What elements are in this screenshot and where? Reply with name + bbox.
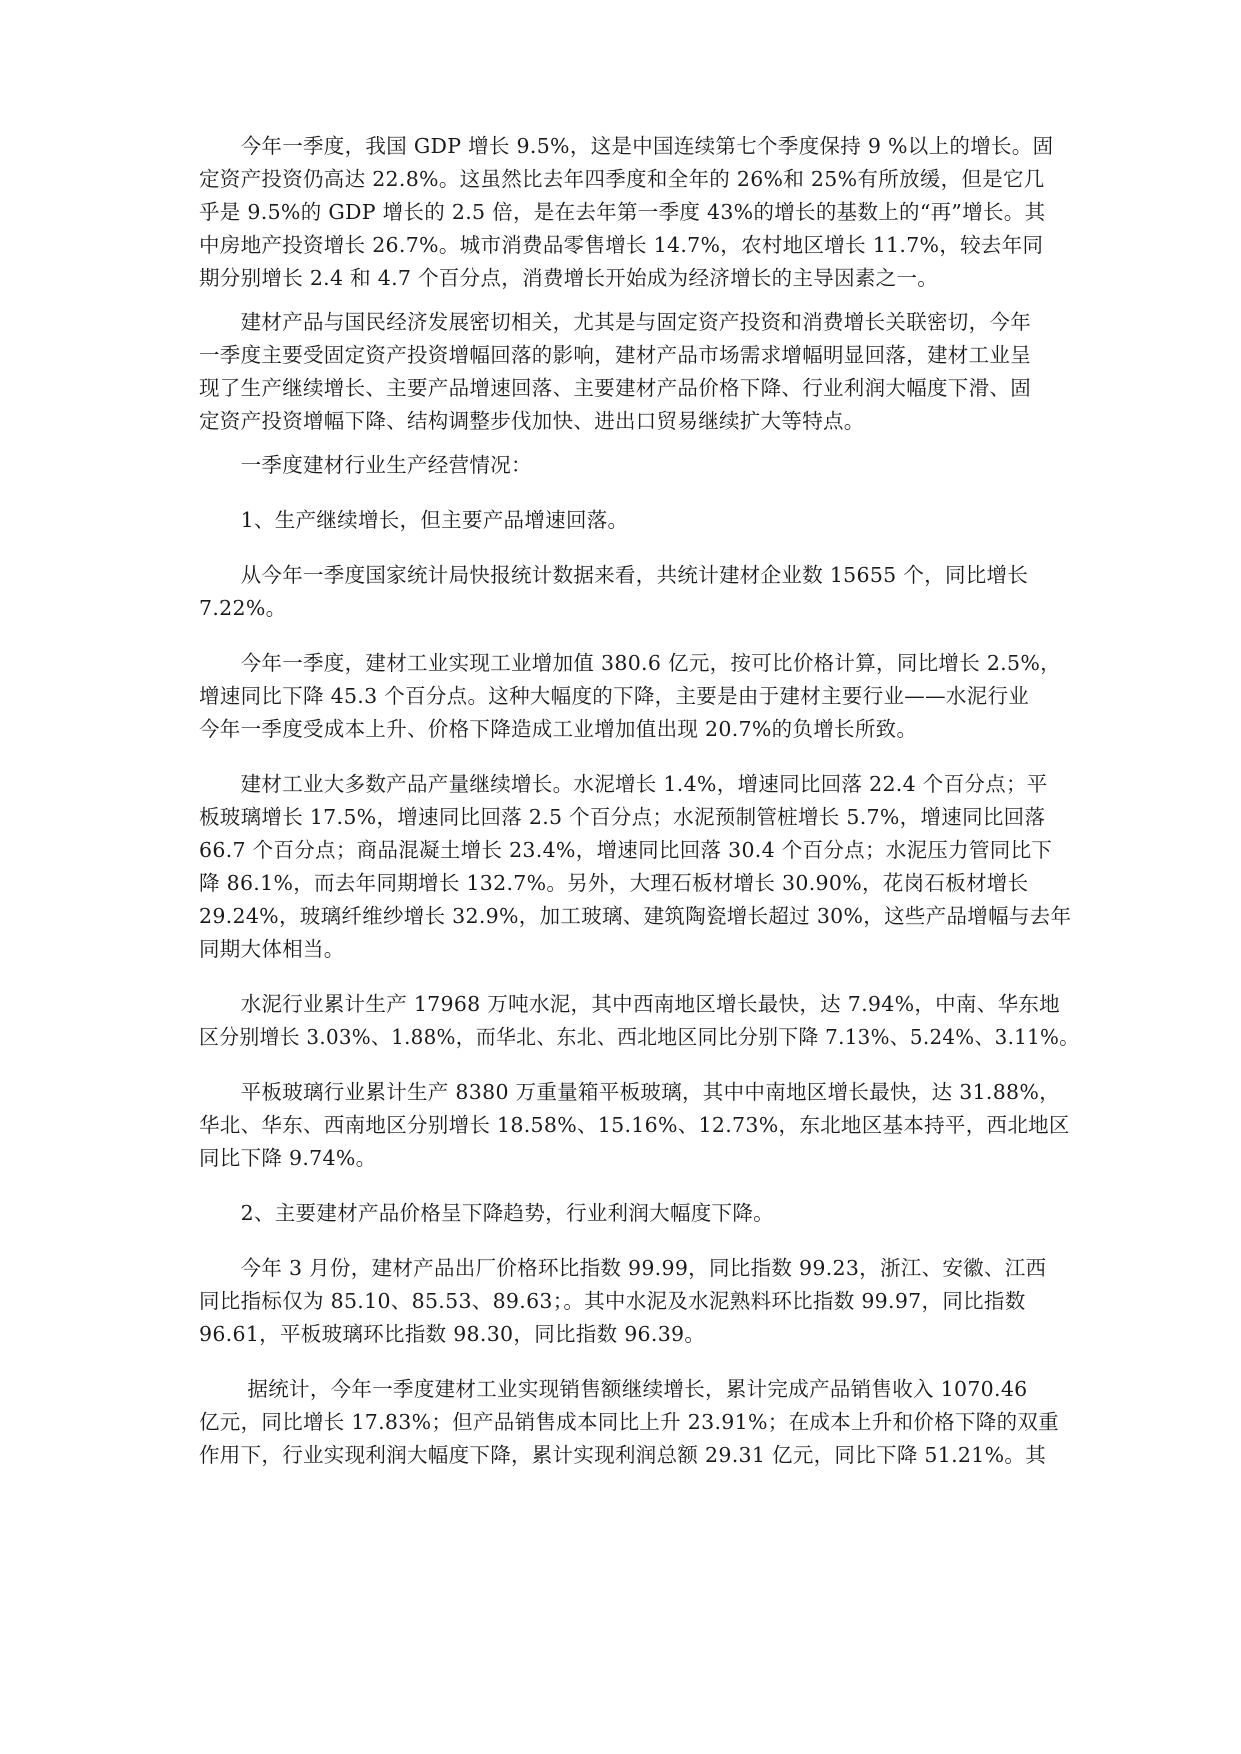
text-line: 建材产品与国民经济发展密切相关，尤其是与固定资产投资和消费增长关联密切，今年	[199, 310, 1031, 334]
text-line: 降 86.1%，而去年同期增长 132.7%。另外，大理石板材增长 30.90%，花岗石板材增长	[199, 871, 1029, 895]
text-line: 同期大体相当。	[199, 937, 345, 961]
text-line: 定资产投资仍高达 22.8%。这虽然比去年四季度和全年的 26%和 25%有所放缓，但是它几	[199, 167, 1045, 191]
text-line: 今年 3 月份，建材产品出厂价格环比指数 99.99，同比指数 99.23，浙江、安徽、江西	[199, 1256, 1047, 1280]
text-line: 期分别增长 2.4 和 4.7 个百分点，消费增长开始成为经济增长的主导因素之一。	[199, 266, 939, 290]
text-line: 今年一季度，建材工业实现工业增加值 380.6 亿元，按可比价格计算，同比增长 2.5%，	[199, 651, 1061, 675]
text-line: 从今年一季度国家统计局快报统计数据来看，共统计建材企业数 15655 个，同比增长	[199, 563, 1029, 587]
text-line: 2、主要建材产品价格呈下降趋势，行业利润大幅度下降。	[199, 1201, 774, 1225]
text-line: 中房地产投资增长 26.7%。城市消费品零售增长 14.7%，农村地区增长 11.7%，较去年同	[199, 233, 1044, 257]
text-line: 66.7 个百分点；商品混凝土增长 23.4%，增速同比回落 30.4 个百分点；水泥压力管同比下	[199, 838, 1053, 862]
text-line: 华北、华东、西南地区分别增长 18.58%、15.16%、12.73%，东北地区基本持平，西北地区	[199, 1113, 1070, 1137]
text-line: 96.61，平板玻璃环比指数 98.30，同比指数 96.39。	[199, 1322, 706, 1346]
text-line: 同比下降 9.74%。	[199, 1146, 377, 1170]
text-line: 水泥行业累计生产 17968 万吨水泥，其中西南地区增长最快，达 7.94%，中南、华东地	[199, 992, 1060, 1016]
text-line: 亿元，同比增长 17.83%；但产品销售成本同比上升 23.91%；在成本上升和价格下降的双重	[199, 1410, 1059, 1434]
text-line: 乎是 9.5%的 GDP 增长的 2.5 倍，是在去年第一季度 43%的增长的基数上的“再”增长。其	[199, 200, 1046, 224]
text-line: 今年一季度受成本上升、价格下降造成工业增加值出现 20.7%的负增长所致。	[199, 717, 918, 741]
text-line: 1、生产继续增长，但主要产品增速回落。	[199, 508, 629, 532]
text-line: 据统计，今年一季度建材工业实现销售额继续增长，累计完成产品销售收入 1070.46	[199, 1377, 1028, 1401]
text-line: 一季度主要受固定资产投资增幅回落的影响，建材产品市场需求增幅明显回落，建材工业呈	[199, 343, 1031, 367]
text-line: 增速同比下降 45.3 个百分点。这种大幅度的下降，主要是由于建材主要行业——水泥行业	[199, 684, 1030, 708]
text-line: 定资产投资增幅下降、结构调整步伐加快、进出口贸易继续扩大等特点。	[199, 409, 865, 433]
text-line: 今年一季度，我国 GDP 增长 9.5%，这是中国连续第七个季度保持 9 %以上的增长。固	[199, 134, 1054, 158]
text-line: 建材工业大多数产品产量继续增长。水泥增长 1.4%，增速同比回落 22.4 个百分点；平	[199, 772, 1048, 796]
text-line: 区分别增长 3.03%、1.88%，而华北、东北、西北地区同比分别下降 7.13%、5.24%、3.11%。	[199, 1025, 1080, 1049]
text-line: 同比指标仅为 85.10、85.53、89.63；。其中水泥及水泥熟料环比指数 99.97，同比指数	[199, 1289, 1026, 1313]
text-line: 现了生产继续增长、主要产品增速回落、主要建材产品价格下降、行业利润大幅度下滑、固	[199, 376, 1031, 400]
text-line: 平板玻璃行业累计生产 8380 万重量箱平板玻璃，其中中南地区增长最快，达 31.88%，	[199, 1080, 1060, 1104]
text-line: 作用下，行业实现利润大幅度下降，累计实现利润总额 29.31 亿元，同比下降 51.21%。其	[199, 1443, 1046, 1467]
text-line: 29.24%，玻璃纤维纱增长 32.9%，加工玻璃、建筑陶瓷增长超过 30%，这些产品增幅与去年	[199, 904, 1072, 928]
text-line: 板玻璃增长 17.5%，增速同比回落 2.5 个百分点；水泥预制管桩增长 5.7%，增速同比回落	[199, 805, 1046, 829]
text-line: 7.22%。	[199, 596, 287, 620]
text-line: 一季度建材行业生产经营情况：	[199, 453, 532, 477]
